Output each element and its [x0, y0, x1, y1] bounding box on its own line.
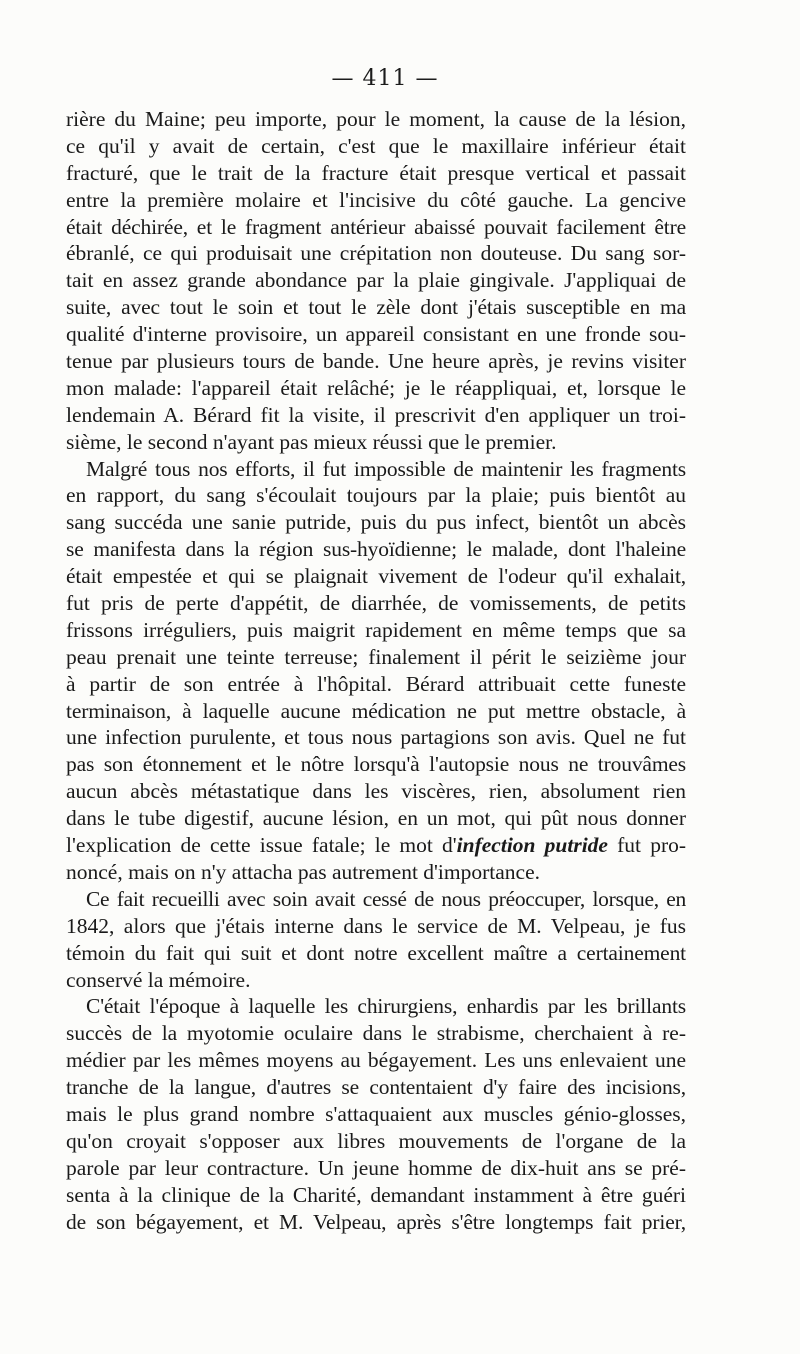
text-line-emphasis: [66, 832, 686, 859]
text-line: de son bégayement, et M. Velpeau, après s'être longtemps fait prier,: [66, 1209, 686, 1234]
text-line: à partir de son entrée à l'hôpital. Bérard attribuait cette funeste: [66, 671, 686, 696]
text-line: fut pris de perte d'appétit, de diarrhée, de vomissements, de petits: [66, 591, 686, 616]
text-line: conservé la mémoire.: [66, 967, 251, 992]
text-line: médier par les mêmes moyens au bégayement. Les uns enlevaient une: [66, 1048, 686, 1073]
text-line: en rapport, du sang s'écoulait toujours par la plaie; puis bientôt au: [66, 483, 686, 508]
text-line: était déchirée, et le fragment antérieur abaissé pouvait facilement être: [66, 214, 686, 239]
body-text: [66, 106, 686, 1235]
text-segment: fut pro-: [607, 833, 687, 858]
text-line: était empestée et qui se plaignait vivement de l'odeur qu'il exhalait,: [66, 564, 686, 589]
text-line: frissons irréguliers, puis maigrit rapidement en même temps que sa: [66, 617, 686, 642]
text-line: noncé, mais on n'y attacha pas autrement d'importance.: [66, 859, 541, 884]
text-line: entre la première molaire et l'incisive du côté gauche. La gencive: [66, 187, 686, 212]
text-line: pas son étonnement et le nôtre lorsqu'à l'autopsie nous ne trouvâmes: [66, 752, 686, 777]
text-line: 1842, alors que j'étais interne dans le service de M. Velpeau, je fus: [66, 913, 686, 938]
text-line: tranche de la langue, d'autres se contentaient d'y faire des incisions,: [66, 1075, 686, 1100]
text-line: rière du Maine; peu importe, pour le moment, la cause de la lésion,: [66, 107, 686, 131]
text-line: peau prenait une teinte terreuse; finalement il périt le seizième jour: [66, 644, 686, 669]
text-line: Malgré tous nos efforts, il fut impossible de maintenir les fragments: [86, 456, 686, 481]
text-line: tait en assez grande abondance par la plaie gingivale. J'appliquai de: [66, 268, 686, 293]
text-line: lendemain A. Bérard fit la visite, il prescrivit d'en appliquer un troi-: [66, 402, 686, 427]
text-line: senta à la clinique de la Charité, demandant instamment à être guéri: [66, 1182, 686, 1207]
text-line: fracturé, que le trait de la fracture était presque vertical et passait: [66, 160, 686, 185]
text-line: qualité d'interne provisoire, un appareil consistant en une fronde sou-: [66, 322, 686, 347]
text-line: ébranlé, ce qui produisait une crépitation non douteuse. Du sang sor-: [66, 241, 686, 266]
text-line: mon malade: l'appareil était relâché; je le réappliquai, et, lorsque le: [66, 375, 686, 400]
text-line: Ce fait recueilli avec soin avait cessé de nous préoccuper, lorsque, en: [86, 886, 686, 911]
text-line: témoin du fait qui suit et dont notre excellent maître a certainement: [66, 940, 686, 965]
text-line: terminaison, à laquelle aucune médication ne put mettre obstacle, à: [66, 698, 686, 723]
text-line: tenue par plusieurs tours de bande. Une heure après, je revins visiter: [66, 349, 686, 374]
text-line: parole par leur contracture. Un jeune homme de dix-huit ans se pré-: [66, 1155, 686, 1180]
text-line: sang succéda une sanie putride, puis du pus infect, bientôt un abcès: [66, 510, 686, 535]
page-number: — 411 —: [331, 66, 439, 91]
text-line: sième, le second n'ayant pas mieux réussi que le premier.: [66, 429, 557, 454]
text-line: mais le plus grand nombre s'attaquaient aux muscles génio-glosses,: [66, 1101, 686, 1126]
italic-term: infection putride: [456, 833, 608, 858]
text-line: une infection purulente, et tous nous partagions son avis. Quel ne fut: [66, 725, 686, 750]
text-line: se manifesta dans la région sus-hyoïdienne; le malade, dont l'haleine: [66, 537, 686, 562]
text-line: aucun abcès métastatique dans les viscères, rien, absolument rien: [66, 779, 686, 804]
text-line: qu'on croyait s'opposer aux libres mouvements de l'organe de la: [66, 1128, 686, 1153]
text-line: succès de la myotomie oculaire dans le strabisme, cherchaient à re-: [66, 1021, 686, 1046]
text-line: C'était l'époque à laquelle les chirurgiens, enhardis par les brillants: [86, 994, 686, 1019]
text-line: ce qu'il y avait de certain, c'est que le maxillaire inférieur était: [66, 133, 686, 158]
text-line: suite, avec tout le soin et tout le zèle dont j'étais susceptible en ma: [66, 295, 686, 320]
text-segment: l'explication de cette issue fatale; le mot d': [66, 833, 457, 858]
text-line: dans le tube digestif, aucune lésion, en un mot, qui pût nous donner: [66, 806, 686, 831]
